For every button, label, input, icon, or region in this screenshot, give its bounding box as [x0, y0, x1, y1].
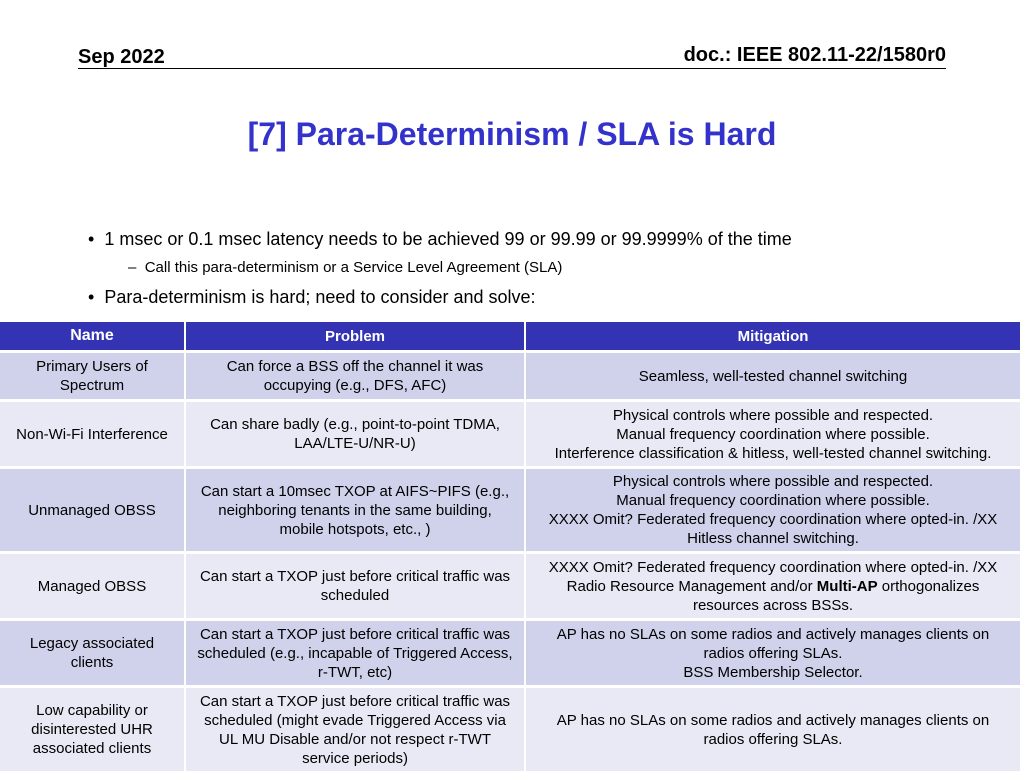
mitigation-cell	[526, 402, 1020, 466]
table-row	[0, 469, 1020, 551]
cell-line: LAA/LTE-U/NR-U)	[294, 435, 416, 452]
bullet-text: 1 msec or 0.1 msec latency needs to be achieved 99 or 99.99 or 99.9999% of the time	[104, 229, 792, 249]
cell-line: Interference classification & hitless, well-tested channel switching.	[554, 444, 992, 462]
cell-line: scheduled	[320, 587, 390, 604]
bullet-marker: •	[88, 229, 95, 249]
header-divider	[78, 68, 946, 69]
cell-line: AP has no SLAs on some radios and actively manages clients on	[556, 711, 990, 729]
bullet-3	[88, 287, 536, 308]
bullet-2	[128, 259, 562, 276]
col-header-mitigation: Mitigation	[526, 322, 1020, 350]
bullet-text: Call this para-determinism or a Service Level Agreement (SLA)	[144, 259, 563, 276]
mitigation-cell	[526, 353, 1020, 399]
cell-line: Can start a TXOP just before critical traffic was	[199, 568, 511, 585]
name-cell	[0, 621, 184, 685]
name-cell	[0, 402, 184, 466]
bullet-marker: •	[88, 287, 95, 307]
cell-line: Managed OBSS	[37, 577, 147, 595]
col-header-name: Name	[0, 322, 184, 350]
cell-line: associated clients	[32, 740, 152, 757]
cell-line: Spectrum	[59, 377, 125, 394]
name-cell	[0, 554, 184, 618]
table-row	[0, 402, 1020, 466]
cell-line: Primary Users of	[36, 358, 148, 375]
cell-line: resources across BSSs.	[692, 596, 854, 614]
table-row	[0, 554, 1020, 618]
table-row	[0, 621, 1020, 685]
cell-line: Can start a 10msec TXOP at AIFS~PIFS (e.g.,	[200, 482, 510, 500]
bullet-text: Para-determinism is hard; need to consider and solve:	[104, 287, 536, 307]
cell-line: Manual frequency coordination where possible.	[616, 425, 930, 443]
cell-line: mobile hotspots, etc., )	[279, 520, 431, 538]
cell-line: BSS Membership Selector.	[683, 663, 863, 681]
bullet-marker: –	[128, 259, 137, 276]
text-segment: orthogonalizes	[877, 577, 980, 595]
cell-line: UL MU Disable and/or not respect r-TWT	[218, 730, 492, 748]
cell-line: Hitless channel switching.	[687, 530, 859, 547]
cell-line: Can force a BSS off the channel it was	[226, 358, 484, 375]
cell-line: radios offering SLAs.	[703, 644, 843, 662]
cell-line: scheduled (might evade Triggered Access via	[204, 711, 506, 729]
problem-cell	[186, 688, 524, 771]
cell-line: clients	[70, 654, 114, 671]
cell-line: service periods)	[302, 749, 408, 767]
problem-cell	[186, 402, 524, 466]
bold-text: Multi-AP	[816, 577, 878, 595]
cell-line: Physical controls where possible and respected.	[612, 406, 934, 424]
cell-line: Can start a TXOP just before critical traffic was	[199, 692, 511, 710]
cell-line: Manual frequency coordination where possible.	[616, 492, 930, 509]
cell-line: Low capability or	[36, 702, 148, 719]
cell-line: Non-Wi-Fi Interference	[16, 425, 168, 443]
text-segment: Radio Resource Management and/or	[566, 577, 817, 595]
problem-cell	[186, 554, 524, 618]
header-doc-id: doc.: IEEE 802.11-22/1580r0	[683, 44, 946, 66]
cell-line: Can start a TXOP just before critical traffic was	[199, 625, 511, 643]
cell-line: Seamless, well-tested channel switching	[638, 367, 908, 385]
header-date: Sep 2022	[78, 46, 165, 68]
table-row	[0, 688, 1020, 771]
cell-line: Physical controls where possible and respected.	[612, 473, 934, 490]
challenges-table	[0, 319, 1022, 774]
mitigation-cell	[526, 688, 1020, 771]
problem-cell	[186, 353, 524, 399]
mitigation-cell	[526, 554, 1020, 618]
cell-line: Legacy associated	[29, 635, 155, 652]
cell-line: XXXX Omit? Federated frequency coordination where opted-in. /XX	[548, 558, 998, 576]
mitigation-cell	[526, 621, 1020, 685]
bullet-1	[88, 229, 792, 250]
problem-cell	[186, 469, 524, 551]
cell-line: occupying (e.g., DFS, AFC)	[263, 377, 447, 394]
cell-line: AP has no SLAs on some radios and actively manages clients on	[556, 625, 990, 643]
cell-line: radios offering SLAs.	[703, 730, 843, 748]
name-cell	[0, 688, 184, 771]
name-cell	[0, 469, 184, 551]
cell-line: Unmanaged OBSS	[28, 501, 156, 519]
cell-line: scheduled (e.g., incapable of Triggered Access,	[197, 644, 513, 662]
mitigation-cell	[526, 469, 1020, 551]
cell-line: neighboring tenants in the same building,	[218, 501, 492, 519]
cell-line: Can share badly (e.g., point-to-point TDMA,	[210, 416, 500, 433]
cell-line	[530, 577, 1016, 596]
cell-line: disinterested UHR	[31, 721, 153, 738]
cell-line: r-TWT, etc)	[317, 663, 393, 681]
cell-line: XXXX Omit? Federated frequency coordination where opted-in. /XX	[548, 511, 998, 528]
name-cell	[0, 353, 184, 399]
table-row	[0, 353, 1020, 399]
slide-title: [7] Para-Determinism / SLA is Hard	[247, 116, 777, 152]
problem-cell	[186, 621, 524, 685]
col-header-problem: Problem	[186, 322, 524, 350]
